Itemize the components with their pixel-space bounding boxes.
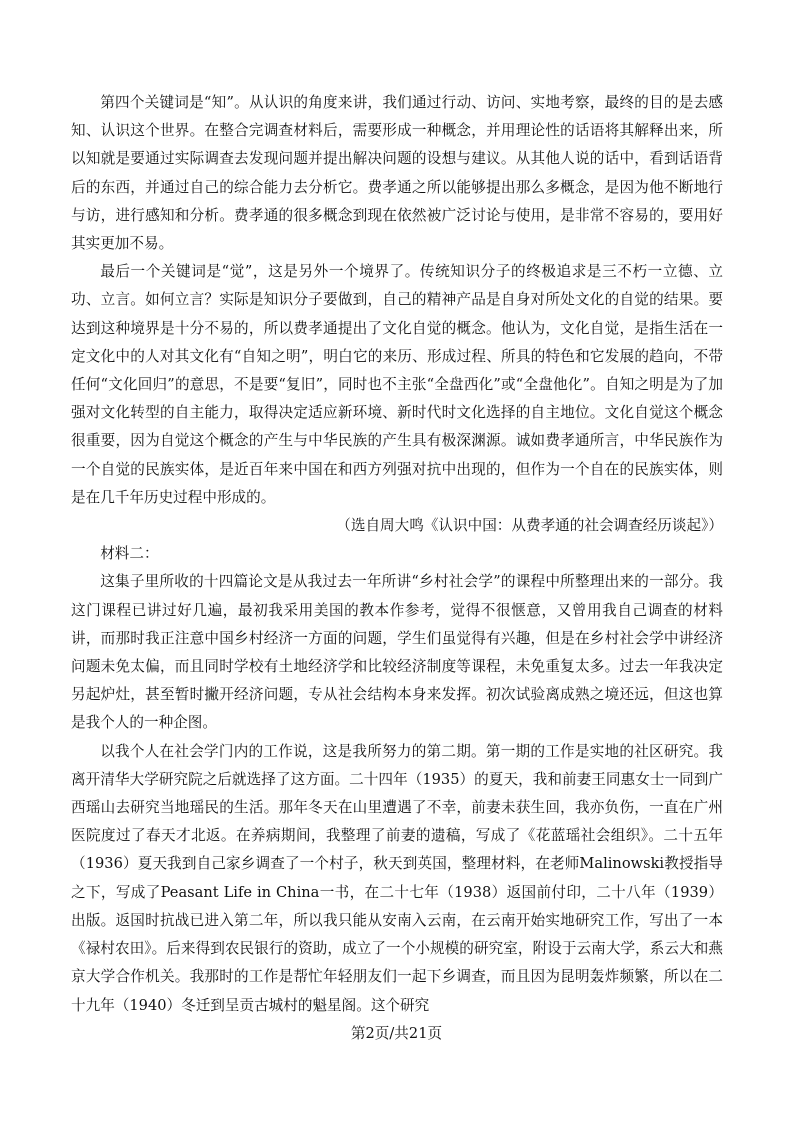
paragraph-jue: 最后一个关键词是“觉”，这是另外一个境界了。传统知识分子的终极追求是三不朽一立德、立功、立言。如何立言？实际是知识分子要做到，自己的精神产品是自身对所处文化的自觉的结果。要达到这种境界是十分不易的，所以费孝通提出了文化自觉的概念。他认为，文化自觉，是指生活在一定文化中的人对其文化有“自知之明”，明白它的来历、形成过程、所具的特色和它发展的趋向，不带任何“文化回归”的意思，不是要“复旧”，同时也不主张“全盘西化”或“全盘他化”。自知之明是为了加强对文化转型的自主能力，取得决定适应新环境、新时代时文化选择的自主地位。文化自觉这个概念很重要，因为自觉这个概念的产生与中华民族的产生具有极深渊源。诚如费孝通所言，中华民族作为一个自觉的民族实体，是近百年来中国在和西方列强对抗中出现的，但作为一个自在的民族实体，则是在几千年历史过程中形成的。 (71, 263, 723, 506)
page-number-footer: 第2页/共21页 (350, 1025, 443, 1042)
material-two-paragraph-2: 以我个人在社会学门内的工作说，这是我所努力的第二期。第一期的工作是实地的社区研究。我离开清华大学研究院之后就选择了这方面。二十四年（1935）的夏天，我和前妻王同惠女士一同到广西瑶山去研究当地瑶民的生活。那年冬天在山里遭遇了不幸，前妻未获生回，我亦负伤，一直在广州医院度过了春天才北返。在养病期间，我整理了前妻的遗稿，写成了《花蓝瑶社会组织》。二十五年（1936）夏天我到自己家乡调查了一个村子，秋天到英国，整理材料，在老师Malinowski教授指导之下，写成了Peasant Life in China一书，在二十七年（1938）返国前付印，二十八年（1939）出版。返国时抗战已进入第二年，所以我只能从安南入云南，在云南开始实地研究工作，写出了一本《禄村农田》。后来得到农民银行的资助，成立了一个小规模的研究室，附设于云南大学，系云大和燕京大学合作机关。我那时的工作是帮忙年轻朋友们一起下乡调查，而且因为昆明轰炸频繁，所以在二十九年（1940）冬迁到呈贡古城村的魁星阁。这个研究 (71, 742, 723, 1014)
material-two-paragraph-1: 这集子里所收的十四篇论文是从我过去一年所讲“乡村社会学”的课程中所整理出来的一部分。我这门课程已讲过好几遍，最初我采用美国的教本作参考，觉得不很惬意，又曾用我自己调查的材料讲，而那时我正注意中国乡村经济一方面的问题，学生们虽觉得有兴趣，但是在乡村社会学中讲经济问题未免太偏，而且同时学校有土地经济学和比较经济制度等课程，未免重复太多。过去一年我决定另起炉灶，甚至暂时撇开经济问题，专从社会结构本身来发挥。初次试验离成熟之境还远，但这也算是我个人的一种企图。 (71, 573, 723, 732)
document-body (71, 89, 723, 1020)
source-citation: （选自周大鸣《认识中国：从费孝通的社会调查经历谈起》） (336, 517, 723, 535)
paragraph-zhi: 第四个关键词是“知”。从认识的角度来讲，我们通过行动、访问、实地考察，最终的目的是去感知、认识这个世界。在整合完调查材料后，需要形成一种概念，并用理论性的话语将其解释出来，所以知就是要通过实际调查去发现问题并提出解决问题的设想与建议。从其他人说的话中，看到话语背后的东西，并通过自己的综合能力去分析它。费孝通之所以能够提出那么多概念，是因为他不断地行与访，进行感知和分析。费孝通的很多概念到现在依然被广泛讨论与使用，是非常不容易的，要用好其实更加不易。 (71, 94, 723, 253)
material-two-heading: 材料二： (100, 545, 159, 563)
